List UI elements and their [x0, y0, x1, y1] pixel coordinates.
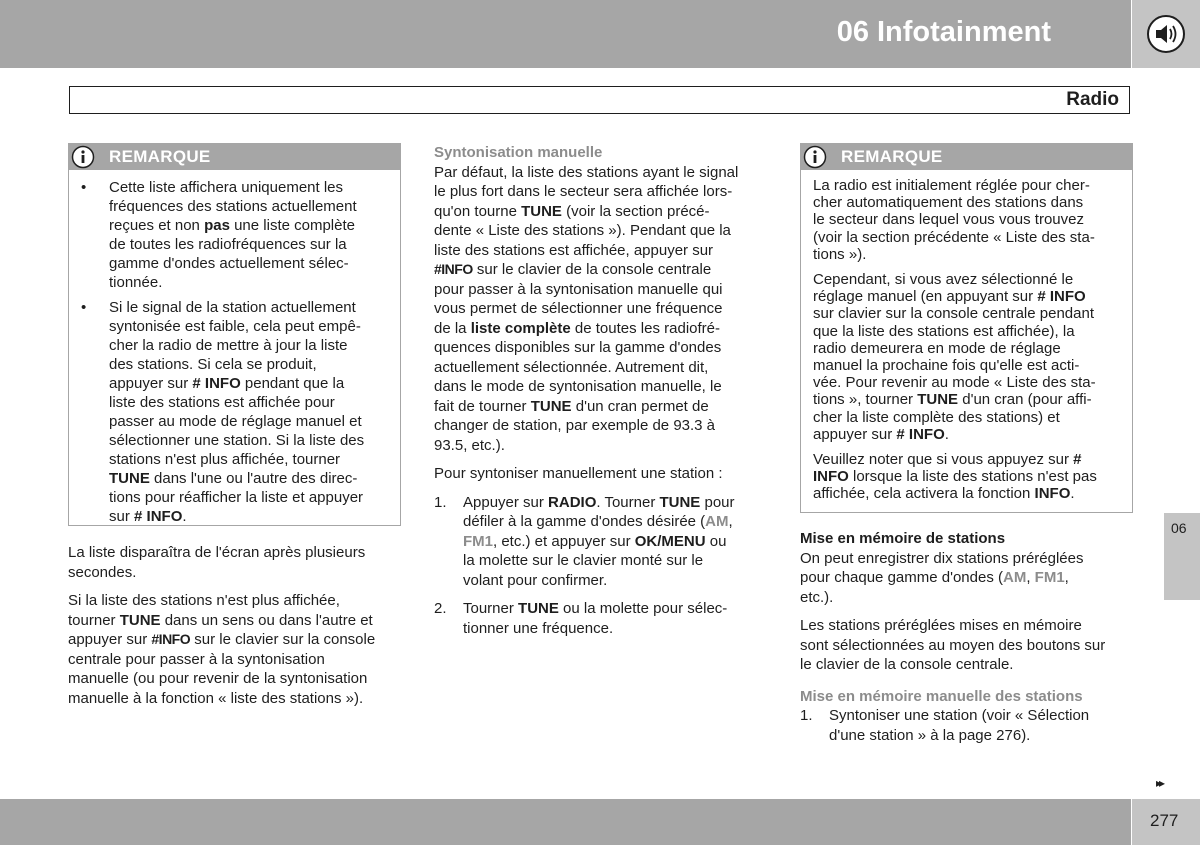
subsection-heading: Mise en mémoire de stations [800, 530, 1006, 547]
list-item: • Si le signal de la station actuellement syntonisée est faible, cela peut empê- cher la radio de mettre à jour la liste des stations. Si cela se produit, appuyer sur # INFO pendant que la liste des stations est affichée pour passer au mode de réglage manuel et sélectionner une station. Si la liste des stations n'est plus affichée, tourner TUNE dans l'une ou l'autre des direc- tions pour réafficher la liste et appuyer sur # INFO. [69, 298, 399, 526]
list-item: • Cette liste affichera uniquement les fréquences des stations actuellement reçues et non pas une liste complète de toutes les radiofréquences sur la gamme d'ondes actuellement sélec- tionnée. [69, 178, 399, 292]
chapter-title: 06 Infotainment [836, 16, 1051, 48]
note-header [69, 144, 400, 170]
paragraph: Si la liste des stations n'est plus affichée, tourner TUNE dans un sens ou dans l'autre et appuyer sur #INFO sur le clavier sur la console centrale pour passer à la syntonisation manuelle (ou pour revenir de la syntonisation manuelle à la fonction « liste des stations »). [68, 592, 376, 707]
paragraph: Cependant, si vous avez sélectionné le réglage manuel (en appuyant sur # INFO sur clavier sur la console centrale pendant que la liste des stations est affichée), la radio demeurera en mode de réglage manuel la prochaine fois qu'elle est acti- vée. Pour revenir au mode « Liste des sta- tions », tourner TUNE d'un cran (pour affi- cher la liste complète des stations) et appuyer sur # INFO. [813, 271, 1096, 443]
steps-list [800, 706, 1135, 745]
paragraph: Veuillez noter que si vous appuyez sur # INFO lorsque la liste des stations n'est pas affichée, cela activera la fonction INFO. [813, 451, 1097, 503]
paragraph: Les stations préréglées mises en mémoire sont sélectionnées au moyen des boutons sur le clavier de la console centrale. [800, 617, 1106, 673]
note-bullet-list [69, 178, 399, 532]
info-key-symbol: #INFO [434, 261, 473, 277]
info-icon [803, 145, 827, 169]
note-box-left [68, 143, 401, 526]
left-body-text [68, 543, 403, 717]
footer-bar [0, 799, 1131, 845]
paragraph: On peut enregistrer dix stations préréglées pour chaque gamme d'ondes (AM, FM1, etc.). [800, 549, 1084, 606]
list-item: 2. Tourner TUNE ou la molette pour sélec- tionner une fréquence. [434, 600, 728, 637]
info-icon [71, 145, 95, 169]
note-title: REMARQUE [841, 147, 943, 166]
paragraph: Pour syntoniser manuellement une station : [434, 465, 723, 482]
chapter-side-tab-label: 06 [1171, 520, 1187, 536]
middle-column [434, 143, 769, 647]
list-item: 1. Syntoniser une station (voir « Sélection d'une station » à la page 276). [800, 707, 1090, 744]
header-bar [0, 0, 1131, 68]
paragraph: La radio est initialement réglée pour cher- cher automatiquement des stations dans le secteur dans lequel vous vous trouvez (voir la section précédente « Liste des sta- tions »). [813, 177, 1095, 263]
speaker-icon [1146, 14, 1186, 54]
subsection-heading: Mise en mémoire manuelle des stations [800, 687, 1083, 705]
note-title: REMARQUE [109, 147, 211, 166]
chapter-icon-tab [1132, 0, 1200, 68]
paragraph: La liste disparaîtra de l'écran après plusieurs secondes. [68, 544, 366, 581]
info-key-symbol: #INFO [151, 631, 191, 647]
right-body-text [800, 529, 1135, 754]
note-body [813, 177, 1131, 503]
paragraph: Par défaut, la liste des stations ayant le signal le plus fort dans le secteur sera affichée lors- qu'on tourne TUNE (voir la section précé- dente « Liste des stations »). Pendant que la liste des stations est affichée, appuyer sur #INFO sur le clavier de la console centrale pour passer à la syntonisation manuelle qui vous permet de sélectionner une fréquence de la liste complète de toutes les radiofré- quences disponibles sur la gamme d'ondes actuellement sélectionnée. Autrement dit, dans le mode de syntonisation manuelle, le fait de tourner TUNE d'un cran permet de changer de station, par exemple de 93.3 à 93.5, etc.). [434, 163, 739, 454]
note-box-right [800, 143, 1133, 513]
next-page-arrow-icon: ▸▸ [1156, 776, 1163, 790]
list-item: 1. Appuyer sur RADIO. Tourner TUNE pour défiler à la gamme d'ondes désirée (AM, FM1, etc.) et appuyer sur OK/MENU ou la molette sur le clavier monté sur le volant pour confirmer. [434, 493, 735, 589]
note-header [801, 144, 1132, 170]
section-header [69, 86, 1130, 114]
page-number: 277 [1150, 811, 1179, 830]
steps-list [434, 493, 769, 639]
subsection-heading: Syntonisation manuelle [434, 144, 603, 161]
section-title: Radio [1066, 89, 1119, 110]
